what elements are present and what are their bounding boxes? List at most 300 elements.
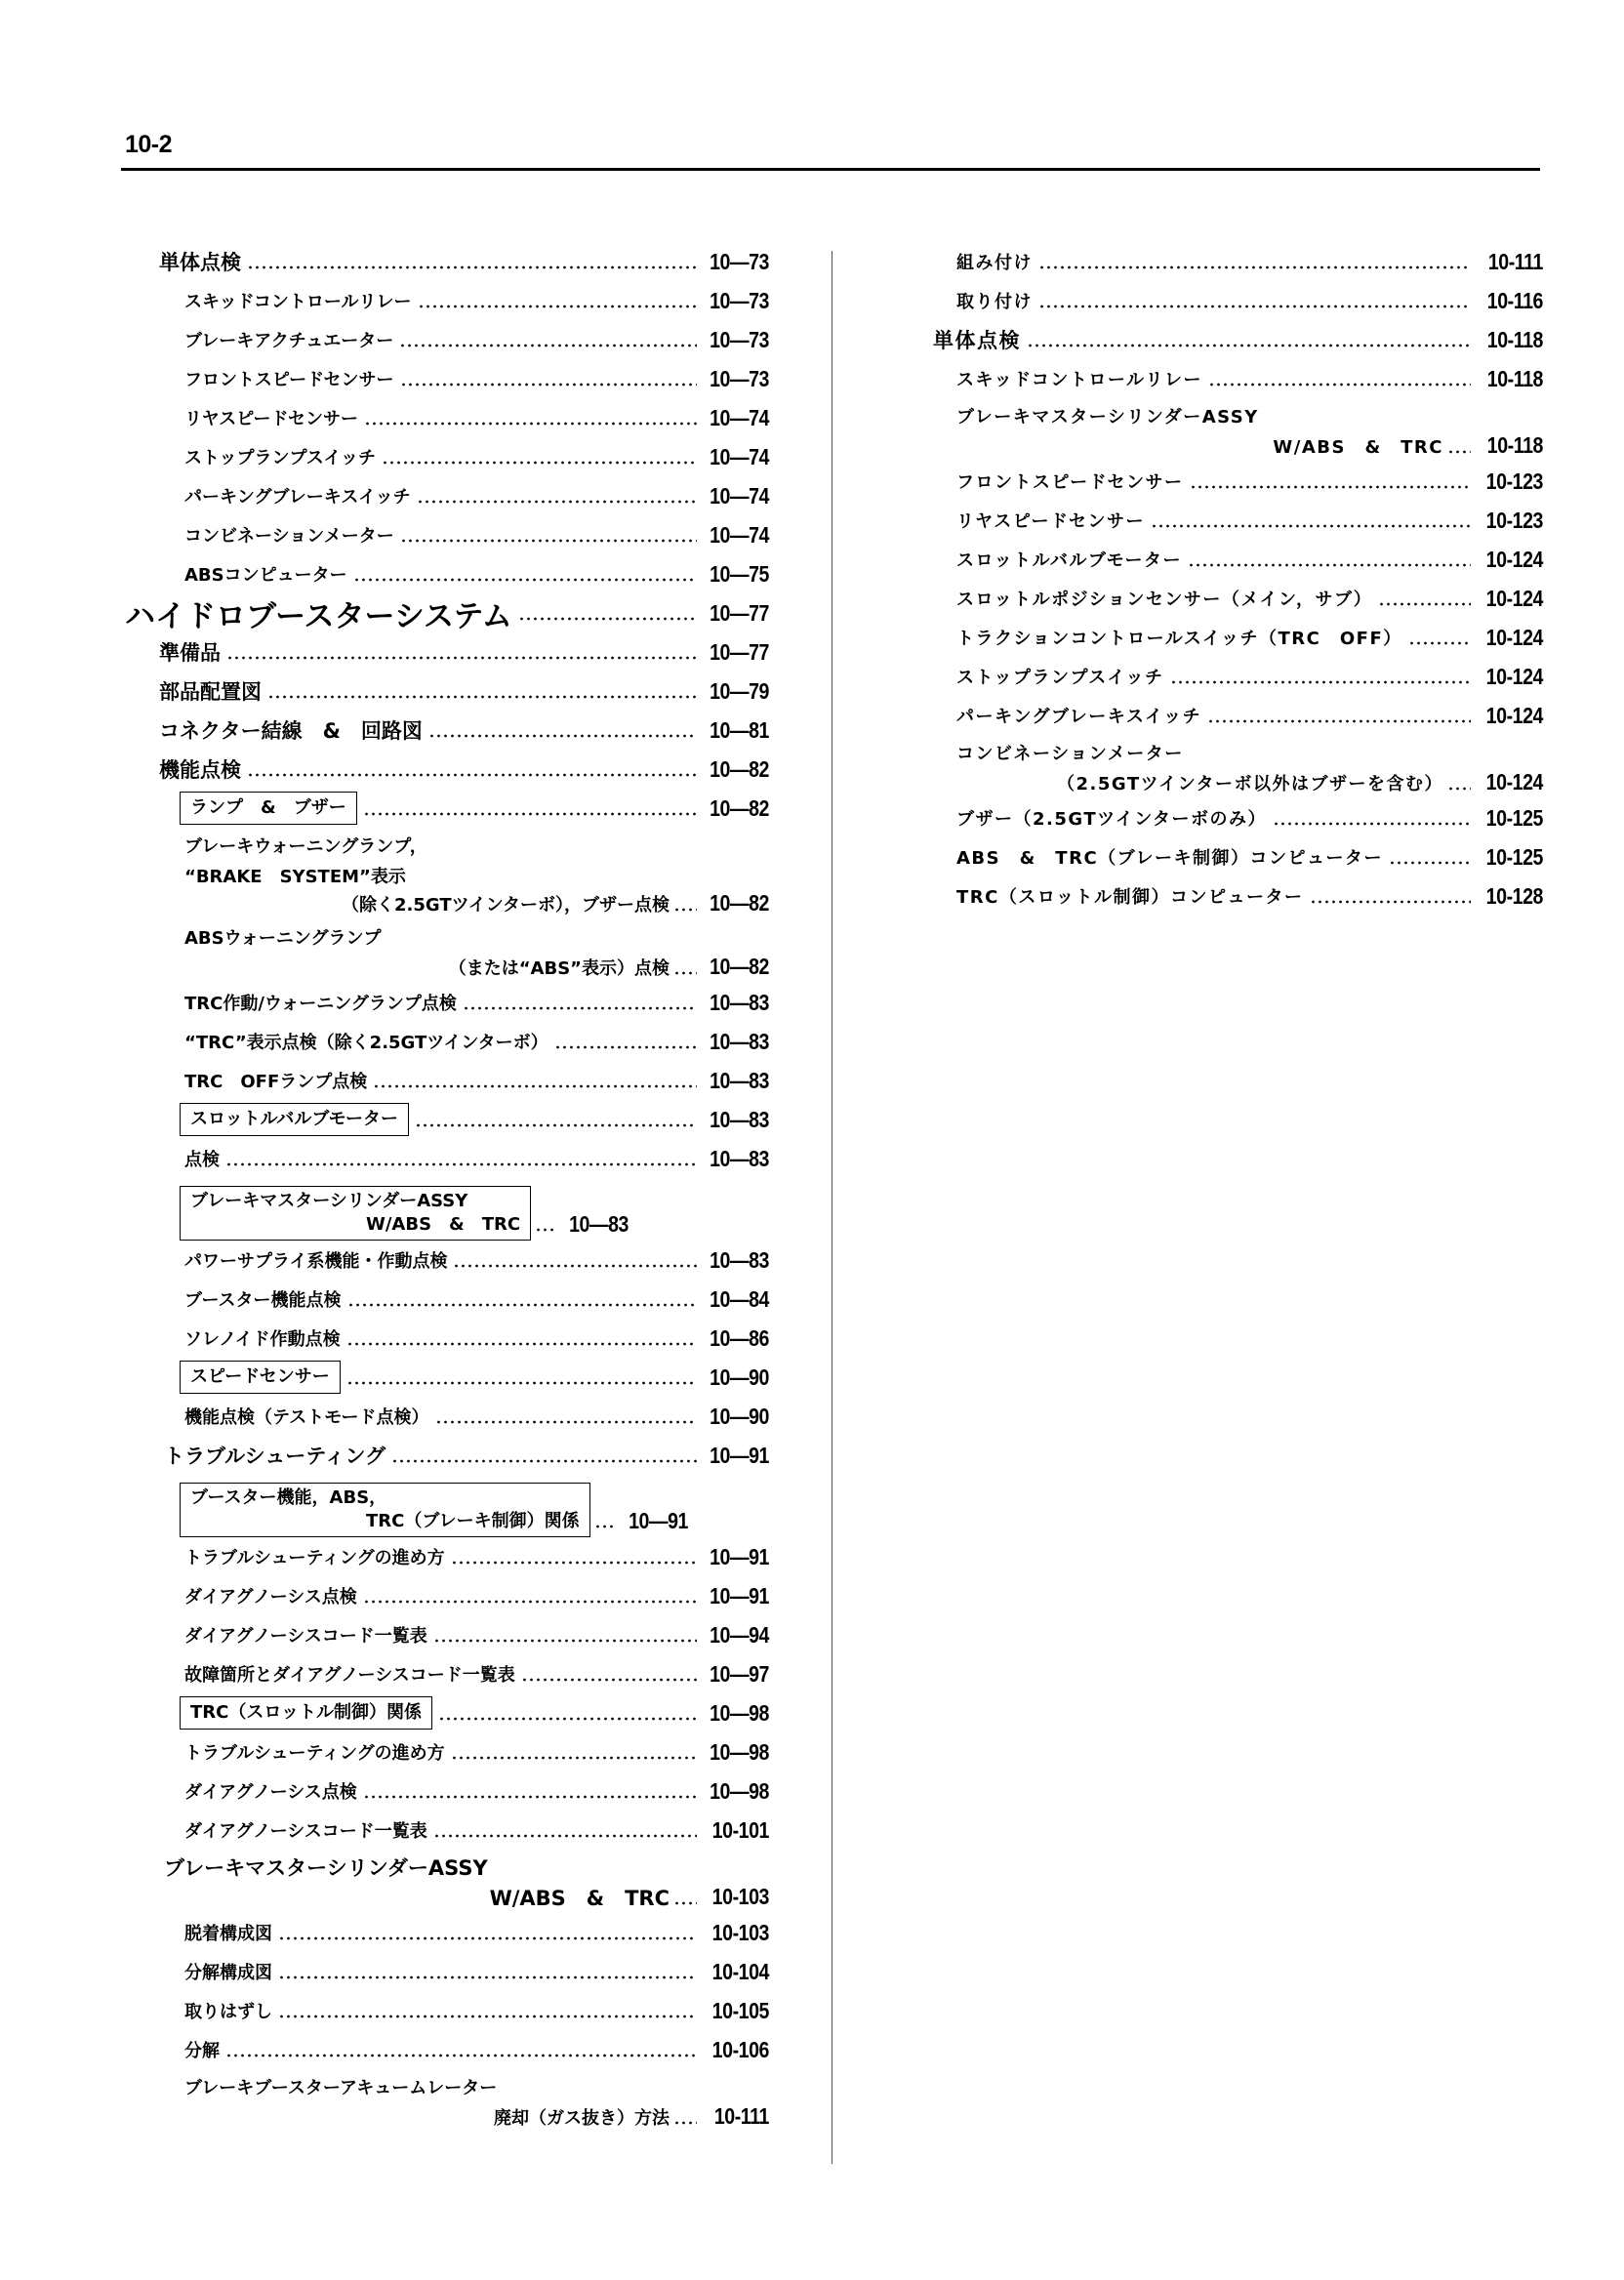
toc-entry[interactable] [125,1693,769,1732]
toc-entry-row [164,1436,769,1475]
toc-entry[interactable] [933,837,1543,876]
toc-entry-label: パーキングブレーキスイッチ [184,487,411,508]
toc-entry[interactable] [125,1100,769,1139]
dot-leader [673,1887,697,1908]
page-reference: 10—73 [710,326,769,352]
toc-entry-label: スロットルバルブモーター [956,550,1182,571]
toc-entry-label: スキッドコントロールリレー [956,370,1203,390]
toc-entry-row [184,281,769,320]
toc-entry[interactable] [933,657,1543,696]
dot-leader [363,797,697,819]
boxed-heading [180,1483,590,1537]
toc-entry-label: ブレーキブースターアキュームレーター [184,2078,498,2098]
page-number: 10-2 [125,131,173,158]
dot-leader [1389,846,1471,868]
dot-leader [417,485,697,507]
toc-entry[interactable] [125,983,769,1022]
toc-entry[interactable] [125,1475,769,1537]
dot-leader [1447,772,1471,794]
toc-entry-label: 単体点検 [159,251,241,274]
dot-leader [353,563,697,585]
toc-entry-label: コネクター結線 & 回路図 [159,719,423,743]
toc-entry-label: 組み付け [956,253,1033,273]
toc-entry[interactable] [933,281,1543,320]
toc-entry-row [956,837,1543,876]
dot-leader [225,1148,697,1169]
toc-entry[interactable] [125,632,769,672]
toc-entry-row [956,618,1543,657]
dot-leader [453,1249,697,1271]
page-reference: 10-118 [1486,326,1543,352]
page-reference: 10—98 [710,1738,769,1765]
toc-entry-label: トラブルシューティングの進め方 [184,1548,445,1568]
toc-entry-row [184,1100,769,1139]
toc-entry[interactable] [125,1991,769,2030]
toc-entry-row [184,1061,769,1100]
dot-leader [1151,509,1471,531]
toc-entry-label: 機能点検 [159,758,241,782]
toc-entry-label: TRC（スロットル制御）コンピューター [956,887,1304,908]
dot-leader [1188,549,1471,570]
page-reference: 10-106 [711,2036,769,2062]
toc-entry[interactable] [125,1850,769,1913]
toc-entry-row [184,828,769,863]
toc-entry-label: トラクションコントロールスイッチ（TRC OFF） [956,629,1402,649]
dot-leader [438,1702,697,1724]
toc-entry-row [956,735,1543,770]
dot-leader [435,1405,697,1427]
toc-entry-label: パーキングブレーキスイッチ [956,707,1202,727]
toc-entry-label: フロントスピードセンサー [184,370,394,390]
toc-entry-label: トラブルシューティングの進め方 [184,1743,445,1764]
toc-entry[interactable] [125,1615,769,1654]
toc-entry-label: 取り付け [956,292,1033,312]
page-reference: 10—83 [710,1246,769,1273]
dot-leader [247,758,697,780]
page-reference: 10-111 [713,2103,769,2129]
toc-entry[interactable] [933,540,1543,579]
toc-column-left [125,242,769,2133]
toc-entry-row [956,398,1543,433]
dot-leader [225,2039,697,2060]
toc-entry-row [956,429,1543,462]
dot-leader [673,893,697,915]
toc-entry-row [184,398,769,437]
toc-entry[interactable] [125,2030,769,2069]
toc-entry-label: 取りはずし [184,2002,272,2022]
toc-entry[interactable] [125,359,769,398]
page-reference: 10-101 [711,1816,769,1843]
page-reference: 10—98 [710,1699,769,1726]
toc-entry[interactable] [933,242,1543,281]
page-reference: 10—77 [710,638,769,665]
toc-entry-label: 脱着構成図 [184,1924,272,1944]
page-reference: 10—90 [710,1364,769,1390]
page-reference: 10-111 [1487,248,1543,274]
toc-entry-label: ブレーキアクチュエーター [184,331,394,351]
page-reference: 10—83 [710,1106,769,1132]
toc-entry-row [956,462,1543,501]
toc-entry[interactable] [933,462,1543,501]
toc-entry[interactable] [125,672,769,711]
dot-leader [1447,435,1471,457]
toc-entry-row [184,1319,769,1358]
toc-entry[interactable] [125,789,769,828]
toc-entry-row [184,2100,769,2133]
toc-entry[interactable] [125,476,769,515]
toc-entry-row [184,2069,769,2104]
toc-entry-row [159,632,769,672]
toc-entry-row [956,281,1543,320]
dot-leader [535,1213,556,1235]
page-reference: 10—83 [710,1067,769,1093]
page-reference: 10—83 [710,989,769,1015]
toc-entry-label: 故障箇所とダイアグノーシスコード一覧表 [184,1665,515,1686]
toc-entry-label: ダイアグノーシスコード一覧表 [184,1821,427,1842]
dot-leader [418,290,697,311]
dot-leader [247,251,697,272]
dot-leader [346,1327,697,1349]
toc-entry[interactable] [125,919,769,983]
toc-entry-row [184,515,769,554]
toc-entry-row [956,657,1543,696]
toc-entry-row [184,1280,769,1319]
toc-entry-row [184,1576,769,1615]
boxed-heading: スロットルバルブモーター [180,1103,409,1136]
page-reference: 10-124 [1485,702,1543,728]
toc-entry-label: コンビネーションメーター [956,744,1184,764]
toc-entry[interactable] [933,579,1543,618]
boxed-heading: ランプ & ブザー [180,792,357,825]
toc-entry-row [184,1475,769,1537]
toc-entry[interactable] [933,320,1543,359]
page-reference: 10-125 [1485,843,1543,870]
toc-entry-row [184,1693,769,1732]
page-reference: 10—74 [710,443,769,469]
toc-entry-row [159,672,769,711]
dot-leader [1408,627,1471,648]
toc-entry[interactable] [125,554,769,593]
toc-entry[interactable] [125,1358,769,1397]
toc-entry-label: （2.5GTツインターボ以外はブザーを含む） [1056,773,1443,794]
toc-entry[interactable] [125,1913,769,1952]
dot-leader [1038,251,1471,272]
dot-leader [1207,705,1471,726]
toc-entry-row [159,242,769,281]
toc-entry[interactable] [125,1319,769,1358]
toc-entry[interactable] [125,437,769,476]
page-reference: 10—98 [710,1777,769,1804]
page-reference: 10—82 [710,794,769,821]
toc-entry-label: “BRAKE SYSTEM”表示 [184,866,406,887]
toc-entry-row [956,766,1543,798]
toc-entry-row [184,1397,769,1436]
toc-entry-label: （除く2.5GTツインターボ），ブザー点検 [341,894,670,916]
toc-entry-label: ブレーキウォーニングランプ， [184,836,427,857]
toc-entry-row [184,554,769,593]
dot-leader [1170,666,1471,687]
toc-entry[interactable] [933,735,1543,798]
page-reference: 10—73 [710,248,769,274]
toc-entry-row [184,951,769,983]
toc-entry[interactable] [933,359,1543,398]
page-reference: 10-118 [1486,432,1543,458]
toc-entry-row [184,1139,769,1178]
toc-entry-label: ブースター機能，ABS， [190,1487,387,1508]
toc-entry[interactable] [125,828,769,919]
toc-entry[interactable] [933,501,1543,540]
toc-entry[interactable] [125,1771,769,1811]
dot-leader [363,1585,697,1607]
toc-entry-row [956,540,1543,579]
page-reference: 10—97 [710,1660,769,1687]
toc-entry-row [956,501,1543,540]
toc-entry-row [184,1178,769,1241]
dot-leader [363,1780,697,1802]
page-reference: 10—86 [710,1324,769,1351]
toc-entry[interactable] [125,320,769,359]
toc-entry-label: ダイアグノーシス点検 [184,1782,357,1803]
page-reference: 10-103 [711,1884,769,1909]
toc-entry-row [184,887,769,919]
toc-entry-tail [531,1209,769,1239]
dot-leader [1208,368,1471,389]
toc-entry-row [159,750,769,789]
toc-entry-label: フロントスピードセンサー [956,472,1184,493]
toc-entry[interactable] [125,1537,769,1576]
toc-entry[interactable] [125,1654,769,1693]
toc-entry-label: 機能点検（テストモード点検） [184,1407,429,1428]
toc-entry-row [933,320,1543,359]
toc-entry-label: ブレーキマスターシリンダーASSY [956,407,1259,428]
toc-entry-row [159,711,769,750]
toc-entry-row [184,1358,769,1397]
page-reference: 10—91 [710,1543,769,1569]
toc-entry-label: トラブルシューティング [164,1445,386,1468]
page-reference: 10—83 [710,1145,769,1171]
page-reference: 10—82 [710,954,769,979]
toc-entry[interactable] [125,593,769,632]
toc-entry[interactable] [125,1397,769,1436]
page-reference: 10-123 [1485,507,1543,533]
toc-entry-label: ダイアグノーシスコード一覧表 [184,1626,427,1647]
dot-leader [278,2000,697,2021]
dot-leader [1273,807,1471,829]
toc-entry-label: TRC OFFランプ点検 [184,1072,368,1092]
toc-entry-row [184,320,769,359]
toc-entry-row [164,1881,769,1913]
page-reference: 10-116 [1486,287,1543,313]
page-reference: 10—74 [710,482,769,509]
toc-entry[interactable] [125,1061,769,1100]
toc-entry[interactable] [933,798,1543,837]
boxed-heading [180,1186,531,1241]
toc-entry-label: ブースター機能点検 [184,1290,342,1311]
toc-entry-row [184,983,769,1022]
page-reference: 10-124 [1485,624,1543,650]
page-reference: 10—82 [710,755,769,782]
toc-entry-label: パワーサプライ系機能・作動点検 [184,1251,448,1272]
toc-entry-row [184,1913,769,1952]
dot-leader [1310,885,1472,907]
toc-entry[interactable] [125,1178,769,1241]
toc-entry-label: ストップランプスイッチ [956,668,1164,688]
dot-leader [518,602,697,624]
toc-entry[interactable] [125,750,769,789]
dot-leader [373,1070,697,1091]
page-reference: 10—84 [710,1285,769,1312]
dot-leader [673,957,697,978]
toc-entry-label: ブレーキマスターシリンダーASSY [190,1191,468,1211]
page-reference: 10—91 [710,1442,769,1468]
toc-entry[interactable] [933,696,1543,735]
dot-leader [364,407,697,428]
toc-entry-label: ソレノイド作動点検 [184,1329,341,1350]
dot-leader [1038,290,1471,311]
toc-entry-label: ABS & TRC（ブレーキ制御）コンピューター [956,848,1383,869]
toc-entry-label: ストップランプスイッチ [184,448,377,468]
toc-entry-row [184,2030,769,2069]
toc-entry[interactable] [125,242,769,281]
toc-entry-label: TRC作動/ウォーニングランプ点検 [184,994,457,1014]
page-reference: 10—91 [710,1582,769,1608]
toc-entry-row [184,1615,769,1654]
toc-entry[interactable] [933,618,1543,657]
dot-leader [1027,329,1471,350]
dot-leader [278,1922,697,1943]
page-reference: 10—74 [710,521,769,548]
dot-leader [267,680,697,702]
page-reference: 10—75 [710,560,769,587]
page-reference: 10-123 [1485,468,1543,494]
toc-entry-row [956,696,1543,735]
page-reference: 10-128 [1485,882,1543,909]
toc-entry-label: “TRC”表示点検（除く2.5GTツインターボ） [184,1033,548,1053]
toc-entry[interactable] [125,1280,769,1319]
page-reference: 10-103 [711,1919,769,1945]
toc-entry-label: スロットルポジションセンサー（メイン，サブ） [956,590,1373,610]
toc-entry[interactable] [125,2069,769,2133]
toc-entry-label: リヤスピードセンサー [184,409,359,429]
page-reference: 10—82 [710,890,769,916]
page-header [121,131,1540,171]
toc-entry-row [184,1732,769,1771]
page-reference: 10—81 [710,716,769,743]
page-reference: 10—73 [710,287,769,313]
toc-entry-row [956,242,1543,281]
toc-entry-label: 点検 [184,1150,220,1170]
page-reference: 10-124 [1485,585,1543,611]
toc-entry-row [184,1991,769,2030]
page-reference: 10—90 [710,1403,769,1429]
page-reference: 10—83 [569,1210,629,1237]
toc-entry-row [164,1850,769,1885]
toc-entry-label: ハイドロブースターシステム [125,598,512,634]
toc-entry-row [956,359,1543,398]
dot-leader [399,329,697,350]
toc-entry-label: コンビネーションメーター [184,526,394,547]
toc-entry-row [184,476,769,515]
toc-entry-row [956,876,1543,916]
page-reference: 10—77 [710,599,769,626]
dot-leader [1378,588,1471,609]
dot-leader [400,368,697,389]
toc-entry-label: ダイアグノーシス点検 [184,1587,357,1608]
toc-entry-row [184,1654,769,1693]
toc-entry[interactable] [933,876,1543,916]
toc-entry-row [184,1241,769,1280]
dot-leader [451,1546,697,1568]
toc-entry-row [184,1811,769,1850]
dot-leader [226,641,697,663]
toc-entry-row [125,593,769,632]
toc-entry[interactable] [125,1952,769,1991]
toc-entry-label: リヤスピードセンサー [956,511,1146,532]
page-reference: 10—73 [710,365,769,391]
toc-entry-row [184,789,769,828]
toc-entry[interactable] [125,1576,769,1615]
toc-entry[interactable] [125,711,769,750]
toc-entry-label: 単体点検 [933,329,1021,352]
page-reference: 10-124 [1485,546,1543,572]
dot-leader [278,1961,697,1982]
dot-leader [1190,470,1471,492]
toc-entry[interactable] [933,398,1543,462]
boxed-heading: TRC（スロットル制御）関係 [180,1696,432,1730]
toc-entry[interactable] [125,1139,769,1178]
toc-entry-label: 廃却（ガス抜き）方法 [494,2107,670,2129]
toc-entry[interactable] [125,1732,769,1771]
page-reference: 10-124 [1485,663,1543,689]
toc-entry-label: TRC（ブレーキ制御）関係 [366,1511,580,1531]
dot-leader [433,1819,697,1841]
toc-entry-label: ABSコンピューター [184,565,347,586]
page-reference: 10—83 [710,1028,769,1054]
toc-column-right [933,242,1543,916]
toc-entry-label: ABSウォーニングランプ [184,928,382,949]
toc-entry-label: スキッドコントロールリレー [184,292,412,312]
dot-leader [415,1109,697,1130]
toc-entry[interactable] [125,281,769,320]
page-reference: 10-118 [1486,365,1543,391]
dot-leader [594,1510,616,1531]
page-reference: 10-105 [711,1997,769,2023]
toc-entry-label: W/ABS & TRC [489,1886,670,1910]
boxed-heading: スピードセンサー [180,1361,341,1394]
toc-entry[interactable] [125,1436,769,1475]
toc-entry-label: 分解 [184,2041,220,2061]
toc-entry[interactable] [125,1241,769,1280]
toc-entry[interactable] [125,398,769,437]
toc-entry-label: 準備品 [159,641,221,665]
toc-entry-label: ブレーキマスターシリンダーASSY [164,1856,488,1880]
toc-entry[interactable] [125,1811,769,1850]
page-reference: 10—94 [710,1621,769,1648]
toc-entry-row [956,798,1543,837]
toc-entry-row [184,1537,769,1576]
toc-entry[interactable] [125,1022,769,1061]
toc-entry[interactable] [125,515,769,554]
toc-entry-label: W/ABS & TRC [1273,436,1443,458]
toc-entry-label: 部品配置図 [159,680,262,704]
toc-entry-label: W/ABS & TRC [366,1214,521,1235]
toc-entry-label: 分解構成図 [184,1963,272,1983]
page-reference: 10-124 [1485,769,1543,794]
toc-entry-row [184,437,769,476]
dot-leader [521,1663,697,1685]
dot-leader [554,1031,697,1052]
dot-leader [463,992,697,1013]
